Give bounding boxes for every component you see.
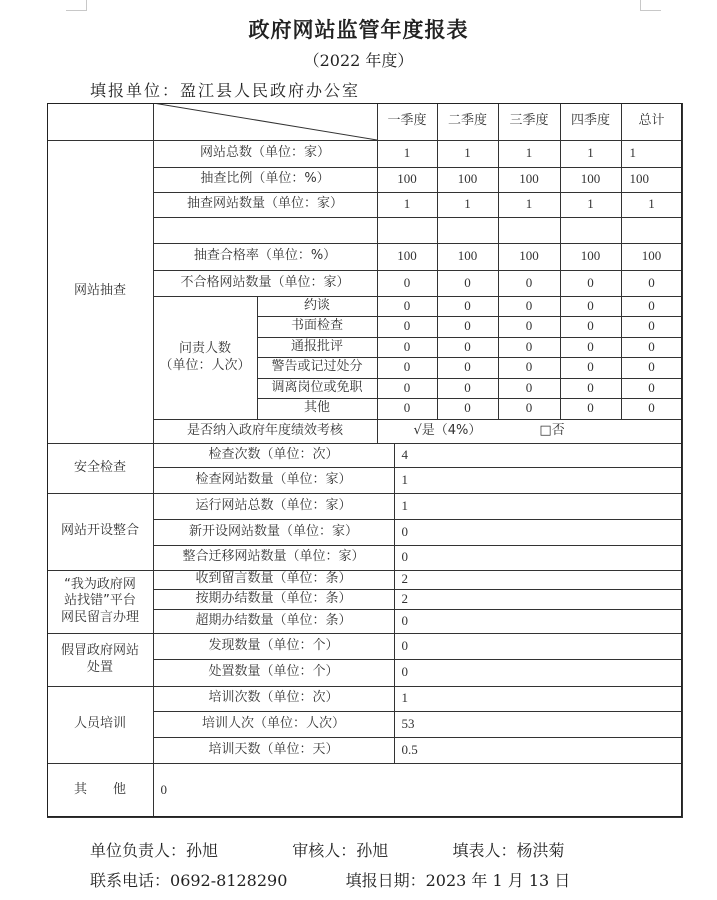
row-value: 0 (394, 519, 683, 546)
row-value: 0.5 (394, 737, 683, 764)
row-value: 0 (560, 270, 622, 297)
section-label-messages-line-3: 网民留言办理 (60, 609, 139, 625)
accountability-row-value: 0 (437, 316, 499, 338)
reporting-unit-line (90, 78, 360, 101)
accountability-row-value: 0 (377, 337, 438, 358)
row-value: 1 (560, 140, 622, 168)
row-label: 超期办结数量（单位：条） (153, 609, 395, 634)
accountability-row-value: 0 (621, 357, 683, 379)
row-label: 抽查比例（单位：%） (153, 167, 378, 193)
accountability-row-value: 0 (437, 296, 499, 317)
row-label: 按期办结数量（单位：条） (153, 589, 395, 610)
row-value (621, 217, 683, 244)
row-value: 1 (437, 192, 499, 218)
accountability-row-label: 警告或记过处分 (257, 357, 378, 379)
section-label-fake-sites-line-2: 处置 (86, 659, 113, 675)
row-value: 1 (394, 686, 683, 712)
row-label: 检查网站数量（单位：家） (153, 467, 395, 494)
accountability-row-value: 0 (621, 398, 683, 420)
performance-review-options (377, 419, 683, 444)
row-value: 100 (560, 167, 622, 193)
row-label: 收到留言数量（单位：条） (153, 570, 395, 590)
accountability-label-line-1: 问责人数 (178, 341, 231, 357)
section-label-fake-sites (47, 633, 154, 687)
row-value: 0 (394, 545, 683, 571)
section-label-spot-check: 网站抽查 (47, 140, 154, 444)
section-label-training: 人员培训 (47, 686, 154, 764)
accountability-row-value: 0 (498, 337, 561, 358)
footer-signatures (90, 838, 564, 861)
accountability-row-value: 0 (621, 378, 683, 399)
other-value: 0 (153, 763, 683, 818)
row-value: 100 (377, 243, 438, 271)
row-value: 0 (394, 659, 683, 687)
row-value: 0 (377, 270, 438, 297)
row-value: 100 (560, 243, 622, 271)
row-value: 1 (377, 192, 438, 218)
column-header-4: 四季度 (560, 103, 622, 141)
column-header-1: 一季度 (377, 103, 438, 141)
column-header-3: 三季度 (498, 103, 561, 141)
report-title: 政府网站监管年度报表 (248, 17, 469, 42)
row-value: 1 (394, 467, 683, 494)
row-value: 1 (498, 192, 561, 218)
row-value: 1 (621, 192, 683, 218)
row-value: 4 (394, 443, 683, 468)
row-value: 100 (437, 167, 499, 193)
reviewer-value: 孙旭 (356, 841, 389, 860)
accountability-row-value: 0 (560, 316, 622, 338)
row-value: 1 (437, 140, 499, 168)
accountability-row-value: 0 (560, 296, 622, 317)
option-no-unchecked[interactable]: □否 (539, 422, 565, 438)
accountability-row-label: 书面检查 (257, 316, 378, 338)
phone-value: 0692-8128290 (170, 871, 288, 890)
report-year: （2022 年度） (303, 51, 414, 70)
row-label: 处置数量（单位：个） (153, 659, 395, 687)
row-label: 抽查网站数量（单位：家） (153, 192, 378, 218)
row-value: 100 (377, 167, 438, 193)
row-value: 2 (394, 570, 683, 590)
section-label-messages (47, 570, 154, 634)
row-label: 运行网站总数（单位：家） (153, 493, 395, 520)
row-value: 100 (498, 243, 561, 271)
row-value: 100 (498, 167, 561, 193)
date-value: 2023 年 1 月 13 日 (425, 871, 571, 890)
section-label-fake-sites-line-1: 假冒政府网站 (60, 643, 139, 659)
row-label: 抽查合格率（单位：%） (153, 243, 378, 271)
header-diagonal-cell (153, 103, 378, 141)
reporting-unit-value: 盈江县人民政府办公室 (180, 81, 361, 100)
page-corner-mark-left (66, 0, 87, 11)
footer-contact (90, 868, 570, 891)
accountability-label-line-2: （单位：人次） (159, 357, 251, 373)
accountability-row-value: 0 (498, 316, 561, 338)
row-label: 不合格网站数量（单位：家） (153, 270, 378, 297)
accountability-row-value: 0 (377, 296, 438, 317)
row-value: 0 (437, 270, 499, 297)
accountability-row-value: 0 (437, 398, 499, 420)
header-empty-cell (47, 103, 154, 141)
row-value: 0 (394, 633, 683, 660)
row-label: 培训人次（单位：人次） (153, 711, 395, 738)
row-label: 发现数量（单位：个） (153, 633, 395, 660)
section-label-security: 安全检查 (47, 443, 154, 494)
row-value (437, 217, 499, 244)
row-label (153, 217, 378, 244)
accountability-row-value: 0 (377, 316, 438, 338)
accountability-row-value: 0 (437, 337, 499, 358)
row-value: 1 (377, 140, 438, 168)
date-label: 填报日期： (345, 871, 426, 890)
section-label-messages-line-2: 站找错”平台 (64, 593, 136, 609)
accountability-row-value: 0 (498, 296, 561, 317)
row-value: 0 (394, 609, 683, 634)
accountability-row-value: 0 (560, 398, 622, 420)
accountability-row-value: 0 (560, 337, 622, 358)
phone-label: 联系电话： (90, 871, 171, 890)
accountability-row-value: 0 (377, 378, 438, 399)
accountability-row-value: 0 (621, 296, 683, 317)
column-header-5: 总计 (621, 103, 683, 141)
row-value: 1 (621, 140, 683, 168)
row-value: 2 (394, 589, 683, 610)
row-value (377, 217, 438, 244)
row-value: 1 (560, 192, 622, 218)
page-corner-mark-right (640, 0, 661, 11)
accountability-row-value: 0 (377, 398, 438, 420)
section-label-messages-line-1: “我为政府网 (64, 577, 136, 593)
accountability-row-value: 0 (498, 398, 561, 420)
filler-label: 填表人： (452, 841, 517, 860)
row-value: 53 (394, 711, 683, 738)
accountability-row-value: 0 (560, 378, 622, 399)
accountability-row-value: 0 (437, 357, 499, 379)
row-label: 培训天数（单位：天） (153, 737, 395, 764)
accountability-label (153, 296, 258, 420)
row-label: 检查次数（单位：次） (153, 443, 395, 468)
reporting-unit-label: 填报单位： (90, 81, 181, 100)
row-label: 整合迁移网站数量（单位：家） (153, 545, 395, 571)
unit-head-label: 单位负责人： (90, 841, 187, 860)
row-label: 网站总数（单位：家） (153, 140, 378, 168)
accountability-row-label: 调离岗位或免职 (257, 378, 378, 399)
accountability-row-label: 约谈 (257, 296, 378, 317)
row-value: 0 (498, 270, 561, 297)
row-label: 新开设网站数量（单位：家） (153, 519, 395, 546)
performance-review-label: 是否纳入政府年度绩效考核 (153, 419, 378, 444)
row-value (498, 217, 561, 244)
accountability-row-value: 0 (498, 378, 561, 399)
row-value: 100 (437, 243, 499, 271)
accountability-row-value: 0 (437, 378, 499, 399)
accountability-row-value: 0 (498, 357, 561, 379)
accountability-row-value: 0 (621, 337, 683, 358)
accountability-row-value: 0 (377, 357, 438, 379)
row-value: 1 (498, 140, 561, 168)
row-value (560, 217, 622, 244)
column-header-2: 二季度 (437, 103, 499, 141)
accountability-row-label: 其他 (257, 398, 378, 420)
filler-value: 杨洪菊 (516, 841, 565, 860)
accountability-row-value: 0 (621, 316, 683, 338)
reviewer-label: 审核人： (292, 841, 357, 860)
accountability-row-label: 通报批评 (257, 337, 378, 358)
row-value: 100 (621, 243, 683, 271)
unit-head-value: 孙旭 (186, 841, 219, 860)
section-label-setup: 网站开设整合 (47, 493, 154, 571)
row-value: 1 (394, 493, 683, 520)
option-yes-checked[interactable]: √是（4%） (413, 422, 482, 438)
row-value: 0 (621, 270, 683, 297)
row-value: 100 (621, 167, 683, 193)
accountability-row-value: 0 (560, 357, 622, 379)
section-label-other: 其 他 (47, 763, 154, 818)
row-label: 培训次数（单位：次） (153, 686, 395, 712)
